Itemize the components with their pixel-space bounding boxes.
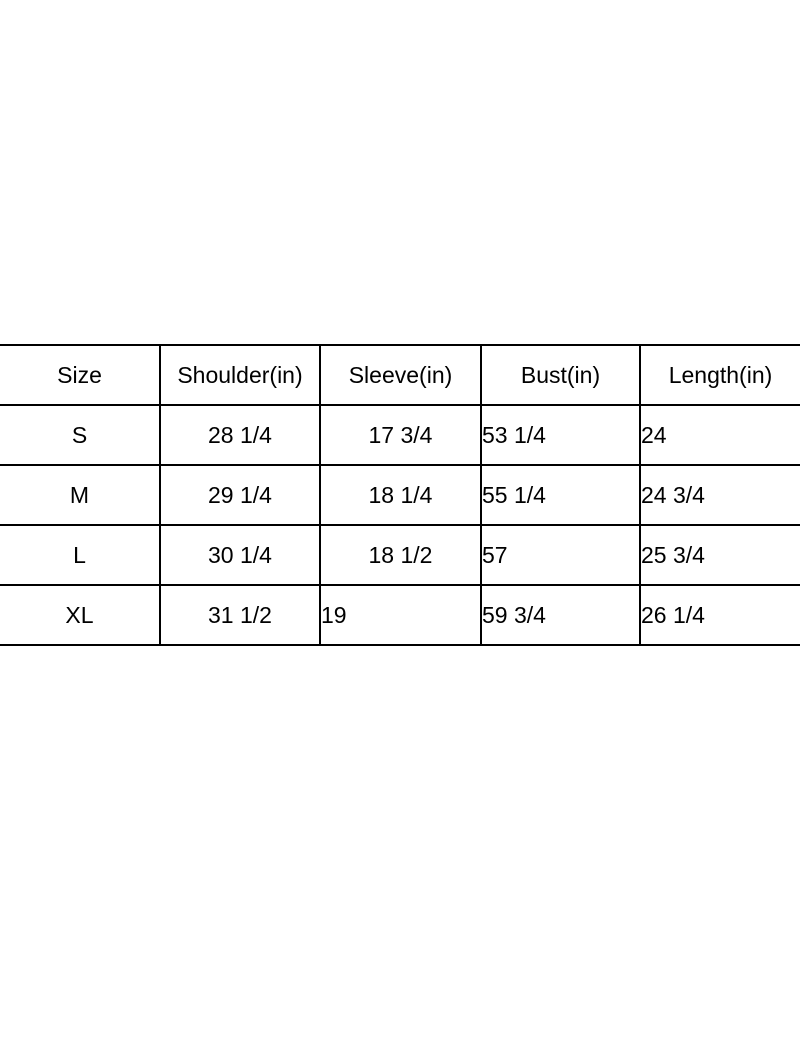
cell-shoulder: 29 1/4 [160,465,320,525]
cell-length: 26 1/4 [640,585,800,645]
cell-size: M [0,465,160,525]
table-header [0,345,800,405]
column-header-length: Length(in) [640,345,800,405]
cell-sleeve: 18 1/4 [320,465,481,525]
cell-length: 25 3/4 [640,525,800,585]
cell-bust: 55 1/4 [481,465,640,525]
table-row [0,585,800,645]
cell-bust: 53 1/4 [481,405,640,465]
cell-bust: 59 3/4 [481,585,640,645]
cell-size: XL [0,585,160,645]
table-row [0,525,800,585]
cell-sleeve: 19 [320,585,481,645]
cell-size: L [0,525,160,585]
table-header-row [0,345,800,405]
cell-shoulder: 30 1/4 [160,525,320,585]
cell-length: 24 [640,405,800,465]
cell-sleeve: 17 3/4 [320,405,481,465]
column-header-shoulder: Shoulder(in) [160,345,320,405]
column-header-bust: Bust(in) [481,345,640,405]
cell-bust: 57 [481,525,640,585]
cell-shoulder: 31 1/2 [160,585,320,645]
cell-length: 24 3/4 [640,465,800,525]
cell-sleeve: 18 1/2 [320,525,481,585]
cell-shoulder: 28 1/4 [160,405,320,465]
size-chart-container [0,344,800,646]
table-row [0,465,800,525]
column-header-size: Size [0,345,160,405]
table-row [0,405,800,465]
table-body [0,405,800,645]
size-chart-table [0,344,800,646]
column-header-sleeve: Sleeve(in) [320,345,481,405]
cell-size: S [0,405,160,465]
